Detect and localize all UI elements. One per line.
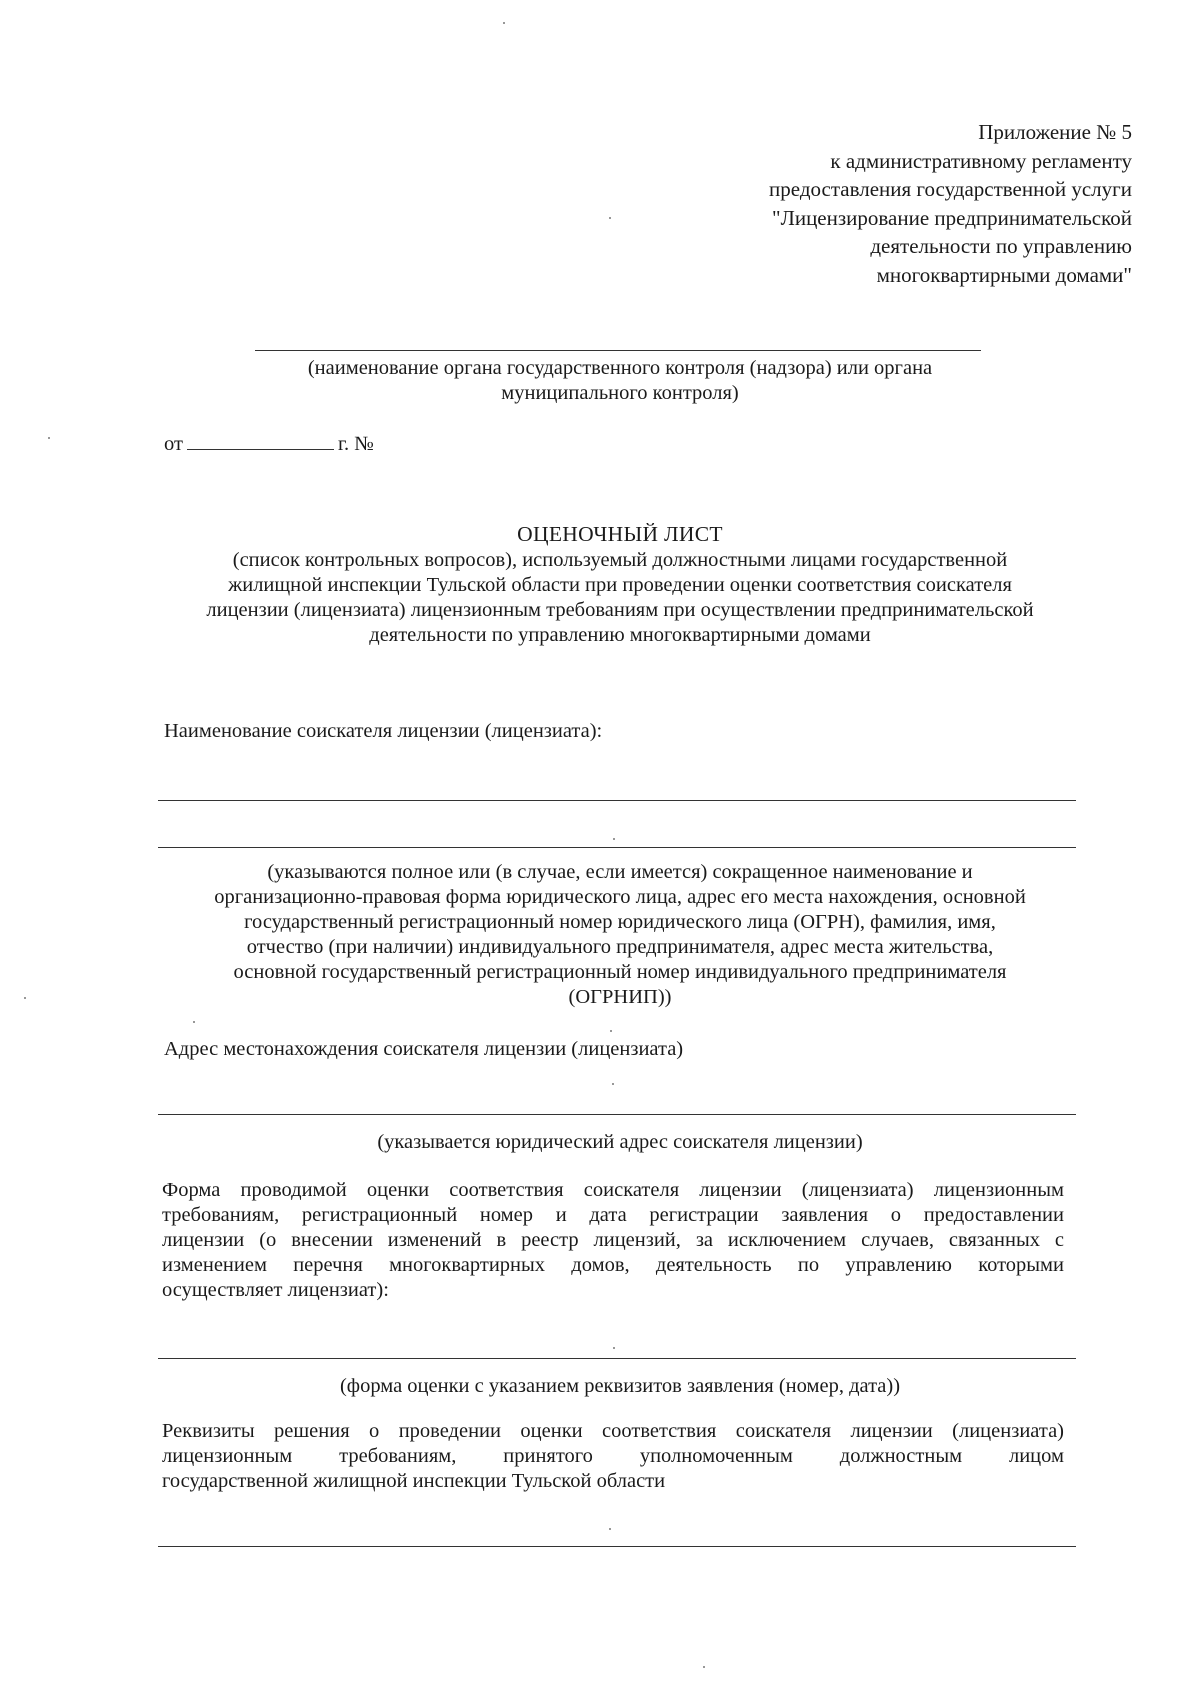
caption-line: (указываются полное или (в случае, если имеется) сокращенное наименование и: [267, 861, 973, 883]
appendix-line: Приложение № 5: [978, 120, 1132, 144]
year-number-label: г. №: [337, 433, 374, 455]
appendix-line: предоставления государственной услуги: [769, 177, 1132, 201]
paragraph-line: лицензии (о внесении изменений в реестр лицензий, за исключением случаев, связанных с: [162, 1229, 1064, 1251]
paragraph-line: Форма проводимой оценки соответствия соискателя лицензии (лицензиата) лицензионным: [162, 1179, 1064, 1201]
caption-line: государственный регистрационный номер юридического лица (ОГРН), фамилия, имя,: [244, 911, 996, 933]
authority-caption: [200, 356, 1040, 406]
scan-speck: [24, 997, 26, 999]
subtitle-line: лицензии (лицензиата) лицензионным требованиям при осуществлении предпринимательской: [206, 599, 1034, 621]
appendix-line: к административному регламенту: [830, 148, 1132, 173]
applicant-name-blank-line[interactable]: [158, 800, 1076, 801]
scan-speck: [48, 437, 50, 439]
paragraph-line: государственной жилищной инспекции Тульской области: [162, 1470, 666, 1492]
date-from-label: от: [164, 433, 183, 455]
appendix-line: деятельности по управлению: [870, 234, 1132, 258]
appendix-line: многоквартирными домами": [876, 262, 1132, 287]
applicant-address-label: Адрес местонахождения соискателя лицензии (лицензиата): [164, 1038, 684, 1060]
document-title: ОЦЕНОЧНЫЙ ЛИСТ: [517, 522, 723, 546]
scan-speck: [610, 1030, 612, 1032]
authority-caption-line: муниципального контроля): [501, 382, 739, 404]
subtitle-line: деятельности по управлению многоквартирными домами: [369, 624, 871, 646]
caption-line: организационно-правовая форма юридического лица, адрес его места нахождения, основной: [214, 886, 1026, 908]
paragraph-line: лицензионным требованиям, принятого уполномоченным должностным лицом: [162, 1445, 1064, 1467]
assessment-form-paragraph: [162, 1178, 1064, 1303]
scan-speck: [609, 217, 611, 219]
paragraph-line: требованиям, регистрационный номер и дата регистрации заявления о предоставлении: [162, 1204, 1064, 1226]
document-subtitle: [100, 548, 1140, 648]
scan-speck: [703, 1666, 705, 1668]
scan-speck: [613, 1347, 615, 1349]
applicant-address-blank-line[interactable]: [158, 1114, 1076, 1115]
paragraph-line: Реквизиты решения о проведении оценки соответствия соискателя лицензии (лицензиата): [162, 1420, 1064, 1442]
paragraph-line: осуществляет лицензиат):: [162, 1279, 389, 1301]
scan-speck: [503, 22, 505, 24]
appendix-line: "Лицензирование предпринимательской: [772, 205, 1132, 230]
applicant-name-label: Наименование соискателя лицензии (лицензиата):: [164, 720, 603, 742]
applicant-name-blank-line[interactable]: [158, 847, 1076, 848]
caption-line: отчество (при наличии) индивидуального предпринимателя, адрес места жительства,: [246, 936, 994, 958]
caption-line: основной государственный регистрационный номер индивидуального предпринимателя: [233, 961, 1007, 983]
decision-paragraph: [162, 1419, 1064, 1494]
assessment-form-caption: (форма оценки с указанием реквизитов заявления (номер, дата)): [339, 1375, 901, 1397]
authority-blank-line[interactable]: [255, 350, 981, 351]
caption-line: (ОГРНИП)): [568, 986, 672, 1008]
decision-blank-line[interactable]: [158, 1546, 1076, 1547]
applicant-address-caption: (указывается юридический адрес соискателя лицензии): [377, 1131, 863, 1153]
scan-speck: [612, 1083, 614, 1085]
subtitle-line: жилищной инспекции Тульской области при проведении оценки соответствия соискателя: [228, 574, 1012, 596]
scan-speck: [193, 1021, 195, 1023]
applicant-name-caption: [100, 860, 1140, 1010]
paragraph-line: изменением перечня многоквартирных домов, деятельность по управлению которыми: [162, 1254, 1064, 1276]
date-blank-field[interactable]: [187, 448, 334, 450]
scan-speck: [609, 1528, 611, 1530]
authority-caption-line: (наименование органа государственного контроля (надзора) или органа: [307, 357, 933, 379]
appendix-header: [769, 118, 1132, 289]
date-number-line: [164, 432, 374, 457]
assessment-form-blank-line[interactable]: [158, 1358, 1076, 1359]
scan-speck: [613, 838, 615, 840]
subtitle-line: (список контрольных вопросов), используемый должностными лицами государственной: [232, 549, 1008, 571]
